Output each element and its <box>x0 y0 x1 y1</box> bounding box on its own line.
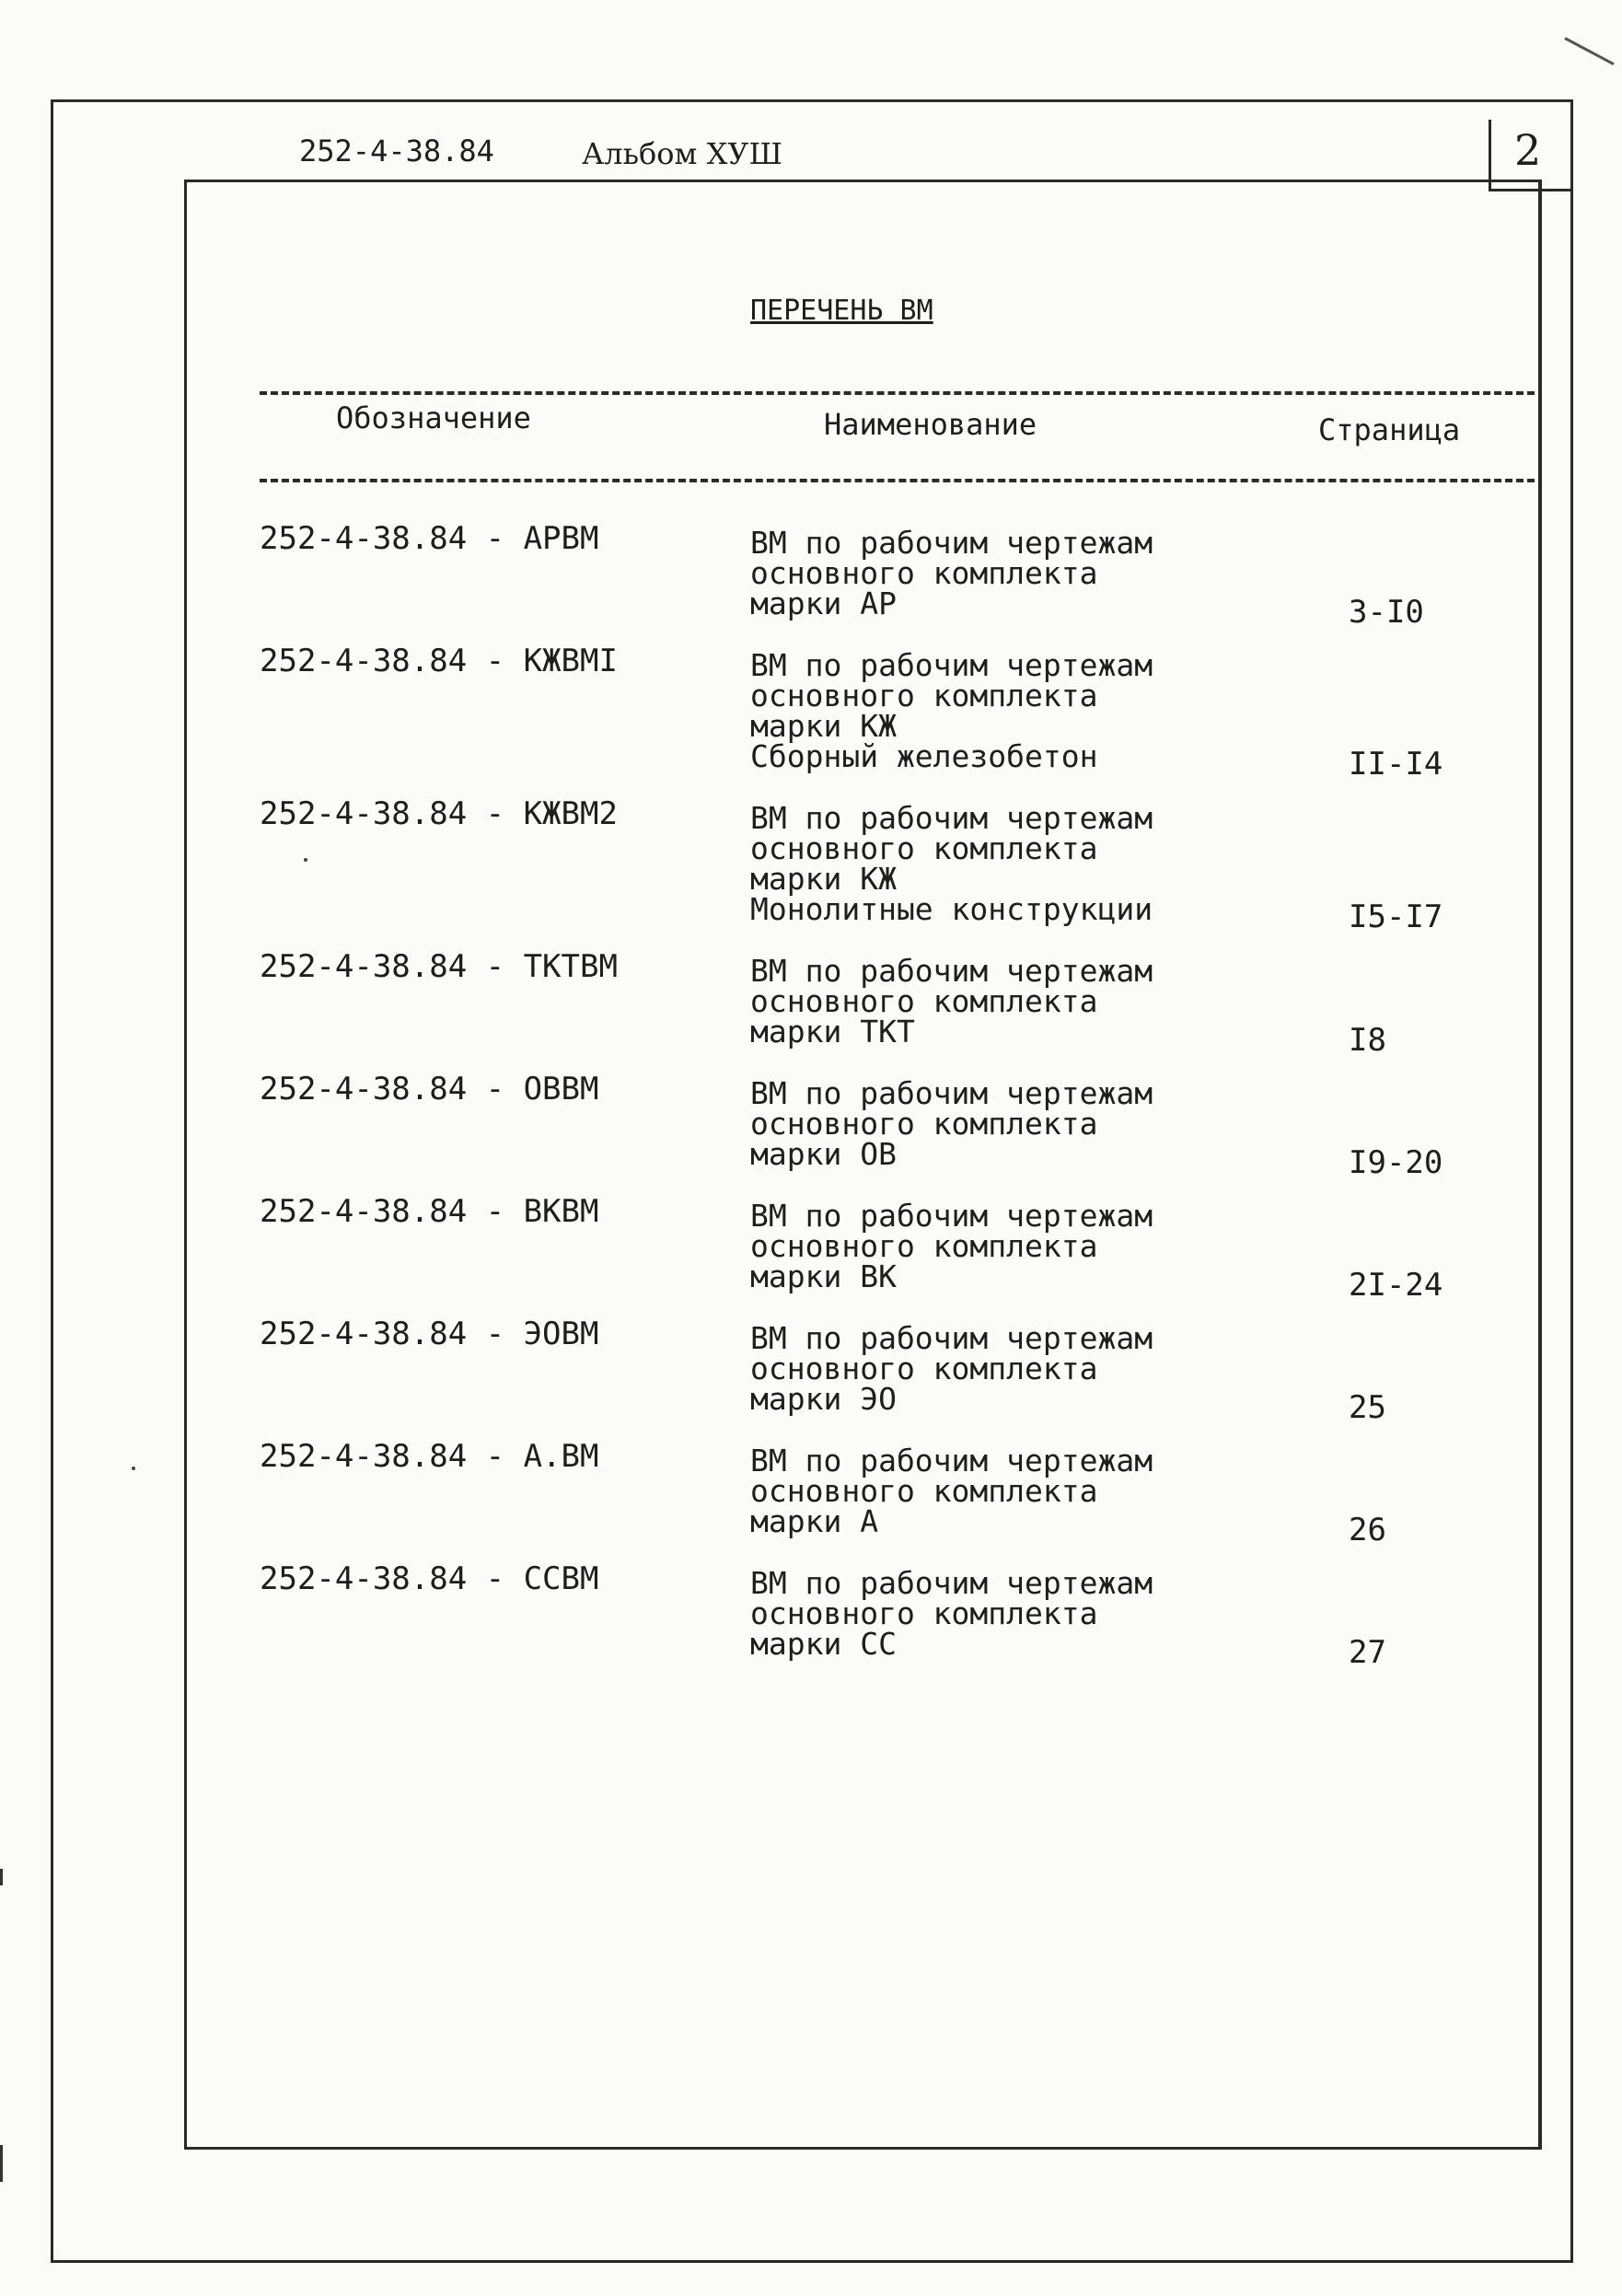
row-name-line: марки АР <box>750 586 897 621</box>
row-designation: 252-4-38.84 - ТКТВМ <box>260 948 618 985</box>
row-name-line: ВМ по рабочим чертежам <box>750 1198 1153 1234</box>
row-name <box>750 1075 1153 1172</box>
row-pages: II-I4 <box>1349 746 1443 783</box>
row-name-line: основного комплекта <box>750 555 1098 591</box>
row-designation: 252-4-38.84 - ОВВМ <box>260 1071 599 1107</box>
table-row <box>0 1438 1622 1558</box>
row-pages: 3-I0 <box>1349 594 1424 631</box>
row-name <box>750 1200 1153 1292</box>
document-title: ПЕРЕЧЕНЬ ВМ <box>750 295 933 327</box>
table-row <box>0 795 1622 935</box>
column-header-designation: Обозначение <box>336 400 531 435</box>
row-pages: 2I-24 <box>1349 1267 1443 1304</box>
row-name <box>750 800 1153 927</box>
table-row <box>0 1071 1622 1190</box>
row-designation: 252-4-38.84 - КЖВМ2 <box>260 795 618 832</box>
row-name-line: основного комплекта <box>750 983 1098 1019</box>
row-name-line: ВМ по рабочим чертежам <box>750 647 1153 683</box>
row-name <box>750 1565 1153 1662</box>
header-album: Альбом ХУШ <box>582 136 782 171</box>
row-name-line: марки СС <box>750 1626 897 1662</box>
row-name <box>750 1443 1153 1539</box>
row-name-line: Монолитные конструкции <box>750 891 1153 927</box>
table-row <box>0 1193 1622 1313</box>
row-designation: 252-4-38.84 - ЭОВМ <box>260 1316 599 1352</box>
row-name-line: ВМ по рабочим чертежам <box>750 800 1153 836</box>
row-name-line: ВМ по рабочим чертежам <box>750 1075 1153 1111</box>
row-name-line: основного комплекта <box>750 1595 1098 1631</box>
row-designation: 252-4-38.84 - КЖВМI <box>260 643 618 679</box>
column-header-page: Страница <box>1318 412 1461 447</box>
row-designation: 252-4-38.84 - ССВМ <box>260 1560 599 1597</box>
row-name-line: ВМ по рабочим чертежам <box>750 1320 1153 1356</box>
row-pages: I9-20 <box>1349 1144 1443 1181</box>
header-divider-bottom <box>260 479 1535 482</box>
table-row <box>0 948 1622 1068</box>
row-name-line: марки А <box>750 1503 879 1539</box>
table-row <box>0 520 1622 640</box>
row-name-line: основного комплекта <box>750 1351 1098 1386</box>
row-pages: 27 <box>1349 1634 1386 1671</box>
row-name-line: основного комплекта <box>750 1228 1098 1264</box>
scan-speck <box>132 1467 135 1470</box>
table-row <box>0 1316 1622 1435</box>
row-pages: 26 <box>1349 1512 1386 1548</box>
scan-speck <box>304 858 307 862</box>
row-designation: 252-4-38.84 - А.ВМ <box>260 1438 599 1475</box>
row-name-line: марки ЭО <box>750 1381 897 1417</box>
row-name <box>750 1320 1153 1417</box>
margin-mark <box>0 1869 3 1885</box>
row-name-line: основного комплекта <box>750 1106 1098 1142</box>
row-name-line: ВМ по рабочим чертежам <box>750 525 1153 561</box>
column-header-name: Наименование <box>824 407 1037 442</box>
row-name-line: марки КЖ <box>750 708 897 744</box>
row-name-line: ВМ по рабочим чертежам <box>750 1443 1153 1478</box>
row-name <box>750 525 1153 621</box>
row-name <box>750 647 1153 774</box>
row-name-line: основного комплекта <box>750 1473 1098 1509</box>
row-designation: 252-4-38.84 - АРВМ <box>260 520 599 557</box>
table-row <box>0 643 1622 783</box>
row-name-line: марки ОВ <box>750 1136 897 1172</box>
margin-mark <box>0 2145 3 2182</box>
row-name-line: Сборный железобетон <box>750 738 1098 774</box>
row-pages: I5-I7 <box>1349 899 1443 935</box>
header-code: 252-4-38.84 <box>299 133 494 168</box>
row-name-line: марки ТКТ <box>750 1014 915 1049</box>
row-name-line: ВМ по рабочим чертежам <box>750 1565 1153 1601</box>
row-pages: I8 <box>1349 1022 1386 1059</box>
header-divider-top <box>260 391 1535 395</box>
row-name-line: марки КЖ <box>750 861 897 897</box>
row-name <box>750 953 1153 1049</box>
row-pages: 25 <box>1349 1389 1386 1426</box>
table-row <box>0 1560 1622 1680</box>
page-number: 2 <box>1514 125 1542 175</box>
row-designation: 252-4-38.84 - ВКВМ <box>260 1193 599 1230</box>
corner-mark <box>1564 37 1614 65</box>
row-name-line: основного комплекта <box>750 830 1098 866</box>
row-name-line: ВМ по рабочим чертежам <box>750 953 1153 989</box>
row-name-line: основного комплекта <box>750 678 1098 713</box>
row-name-line: марки ВК <box>750 1258 897 1294</box>
